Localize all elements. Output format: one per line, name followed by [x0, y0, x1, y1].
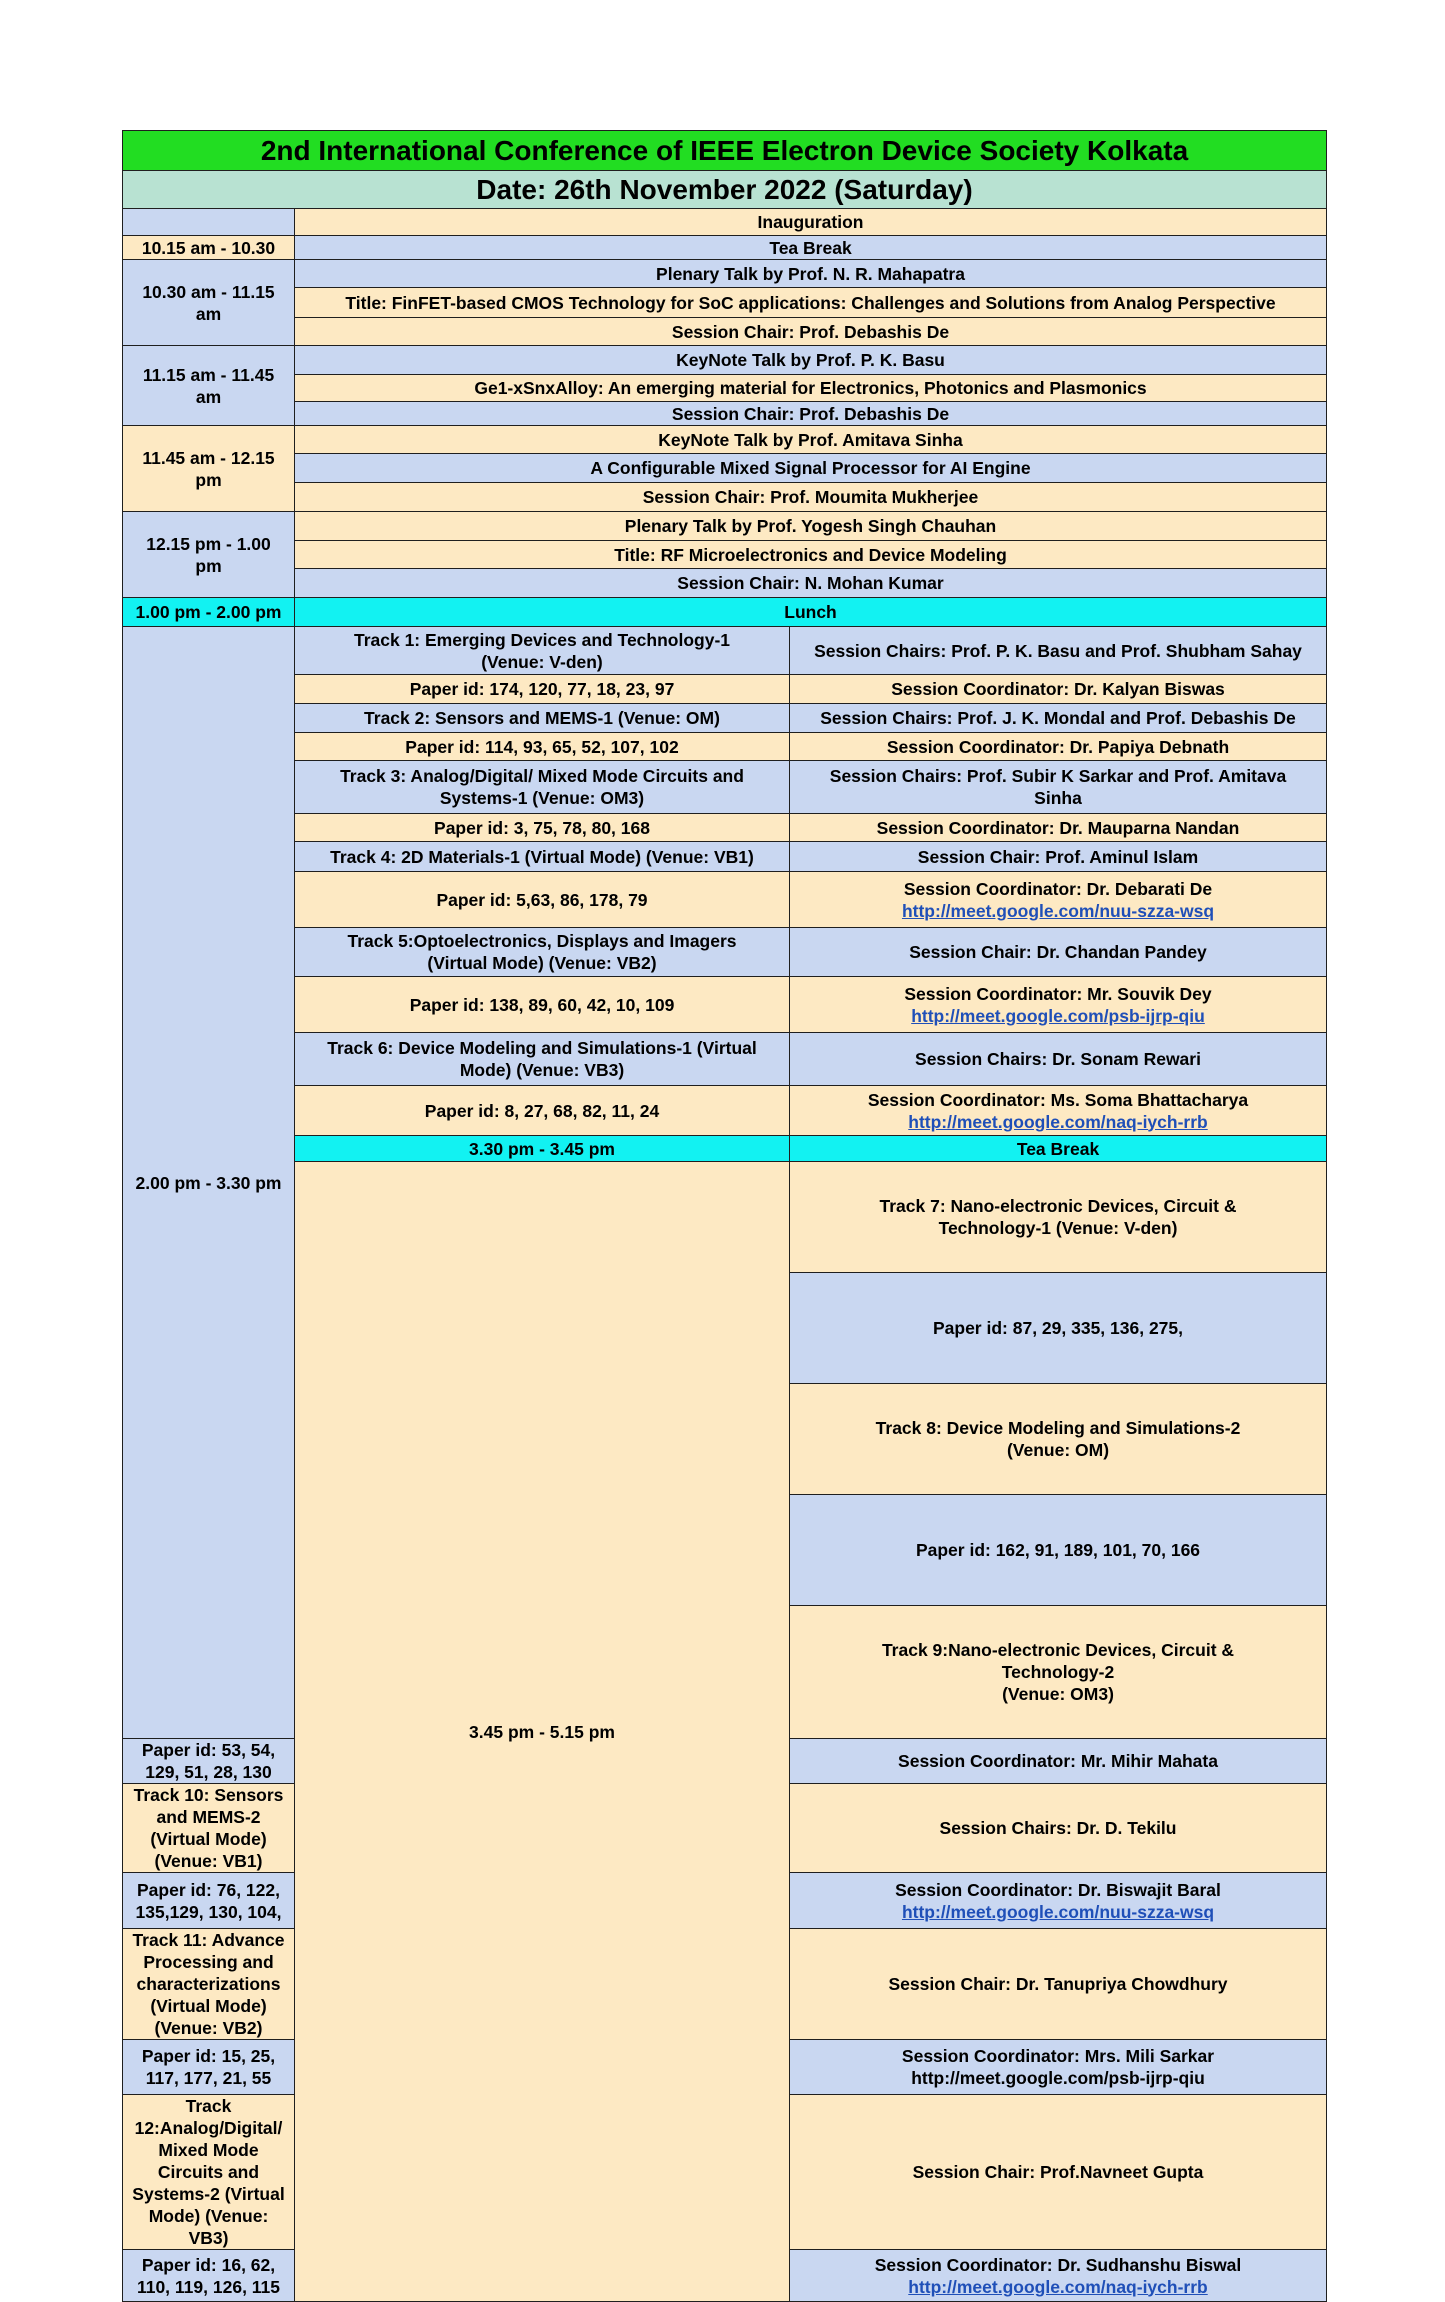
paper-ids: Paper id: 114, 93, 65, 52, 107, 102: [295, 733, 790, 761]
plenary2-title-row: [123, 541, 1327, 569]
session-coordinator-cell: [790, 872, 1327, 928]
time-cell: 10.30 am - 11.15 am: [123, 260, 295, 346]
session-chair: Session Chair: Dr. Chandan Pandey: [790, 928, 1327, 977]
session-coordinator: Session Coordinator: Dr. Papiya Debnath: [790, 733, 1327, 761]
track-name: Track 8: Device Modeling and Simulations-2 (Venue: OM): [790, 1384, 1327, 1495]
meeting-link[interactable]: http://meet.google.com/psb-ijrp-qiu: [911, 1005, 1205, 1026]
session-coordinator: Session Coordinator: Dr. Sudhanshu Biswal: [874, 2254, 1242, 2275]
track-name: Track 12:Analog/Digital/ Mixed Mode Circuits and Systems-2 (Virtual Mode) (Venue: VB3): [123, 2095, 295, 2250]
table-row: [123, 842, 1327, 872]
paper-ids: Paper id: 3, 75, 78, 80, 168: [295, 814, 790, 842]
title-row: [123, 131, 1327, 171]
track-name: Track 9:Nano-electronic Devices, Circuit & Technology-2 (Venue: OM3): [790, 1606, 1327, 1739]
session-coordinator-cell: [790, 977, 1327, 1033]
keynote1-title-row: [123, 375, 1327, 402]
plenary2-chair-row: [123, 569, 1327, 598]
plenary1-chair: Session Chair: Prof. Debashis De: [295, 318, 1327, 346]
time-cell: 1.00 pm - 2.00 pm: [123, 598, 295, 627]
conference-date: Date: 26th November 2022 (Saturday): [123, 171, 1327, 209]
session-coordinator: Session Coordinator: Dr. Mauparna Nandan: [790, 814, 1327, 842]
keynote1-chair-row: [123, 402, 1327, 426]
table-row: [123, 977, 1327, 1033]
table-row: [123, 675, 1327, 704]
plenary1-title: Title: FinFET-based CMOS Technology for SoC applications: Challenges and Solutions from Analog Perspective: [295, 288, 1327, 318]
plenary1-talk: Plenary Talk by Prof. N. R. Mahapatra: [295, 260, 1327, 288]
paper-ids: Paper id: 5,63, 86, 178, 79: [295, 872, 790, 928]
track-name: Track 1: Emerging Devices and Technology-1 (Venue: V-den): [295, 627, 790, 675]
session-coordinator: Session Coordinator: Dr. Debarati De: [903, 878, 1213, 899]
session-coordinator: Session Coordinator: Dr. Kalyan Biswas: [790, 675, 1327, 704]
keynote1-chair: Session Chair: Prof. Debashis De: [295, 402, 1327, 426]
time-cell: 2.00 pm - 3.30 pm: [123, 627, 295, 1739]
session-chair: Session Chairs: Dr. D. Tekilu: [790, 1784, 1327, 1873]
session-coordinator-cell: [790, 1086, 1327, 1136]
meeting-link-text: http://meet.google.com/psb-ijrp-qiu: [911, 2068, 1205, 2088]
keynote2-talk-row: [123, 426, 1327, 454]
plenary1-chair-row: [123, 318, 1327, 346]
paper-ids: Paper id: 87, 29, 335, 136, 275,: [790, 1273, 1327, 1384]
table-row: [123, 733, 1327, 761]
session-coordinator-cell: [790, 1873, 1327, 1929]
keynote2-title: A Configurable Mixed Signal Processor for AI Engine: [295, 454, 1327, 483]
table-row: [123, 1086, 1327, 1136]
session-coordinator: Session Coordinator: Mrs. Mili Sarkar: [901, 2046, 1215, 2066]
session-chair: Session Chairs: Dr. Sonam Rewari: [790, 1033, 1327, 1086]
lunch-row: [123, 598, 1327, 627]
keynote2-chair-row: [123, 483, 1327, 512]
time-cell: 3.45 pm - 5.15 pm: [295, 1162, 790, 2302]
plenary1-title-row: [123, 288, 1327, 318]
time-cell: 11.15 am - 11.45 am: [123, 346, 295, 426]
plenary2-talk: Plenary Talk by Prof. Yogesh Singh Chauhan: [295, 512, 1327, 541]
paper-ids: Paper id: 174, 120, 77, 18, 23, 97: [295, 675, 790, 704]
meeting-link[interactable]: http://meet.google.com/naq-iych-rrb: [908, 1111, 1208, 1132]
session-chair: Session Chair: Prof. Aminul Islam: [790, 842, 1327, 872]
track-name: Track 6: Device Modeling and Simulations-1 (Virtual Mode) (Venue: VB3): [295, 1033, 790, 1086]
inauguration-label: Inauguration: [295, 209, 1327, 236]
tea-break-label: Tea Break: [295, 236, 1327, 260]
table-row: [123, 761, 1327, 814]
plenary2-chair: Session Chair: N. Mohan Kumar: [295, 569, 1327, 598]
meeting-link[interactable]: http://meet.google.com/nuu-szza-wsq: [901, 1901, 1215, 1922]
session-chair: Session Chairs: Prof. P. K. Basu and Prof. Shubham Sahay: [790, 627, 1327, 675]
track-name: Track 11: Advance Processing and characterizations (Virtual Mode) (Venue: VB2): [123, 1929, 295, 2040]
paper-ids: Paper id: 162, 91, 189, 101, 70, 166: [790, 1495, 1327, 1606]
session-chair: Session Chairs: Prof. Subir K Sarkar and Prof. Amitava Sinha: [790, 761, 1327, 814]
keynote2-title-row: [123, 454, 1327, 483]
tea-break-label: Tea Break: [790, 1136, 1327, 1162]
date-row: [123, 171, 1327, 209]
track-name: Track 10: Sensors and MEMS-2 (Virtual Mode) (Venue: VB1): [123, 1784, 295, 1873]
time-cell: 12.15 pm - 1.00 pm: [123, 512, 295, 598]
inauguration-row: [123, 209, 1327, 236]
paper-ids: Paper id: 16, 62, 110, 119, 126, 115: [123, 2250, 295, 2302]
table-row: [123, 814, 1327, 842]
paper-ids: Paper id: 53, 54, 129, 51, 28, 130: [123, 1739, 295, 1784]
time-cell: 3.30 pm - 3.45 pm: [295, 1136, 790, 1162]
session-coordinator-cell: [790, 2250, 1327, 2302]
keynote1-talk: KeyNote Talk by Prof. P. K. Basu: [295, 346, 1327, 375]
session-chair: Session Chair: Prof.Navneet Gupta: [790, 2095, 1327, 2250]
track-name: Track 7: Nano-electronic Devices, Circuit & Technology-1 (Venue: V-den): [790, 1162, 1327, 1273]
session-chair: Session Chairs: Prof. J. K. Mondal and Prof. Debashis De: [790, 704, 1327, 733]
schedule-table: [122, 130, 1327, 2302]
time-cell: 10.15 am - 10.30: [123, 236, 295, 260]
session-coordinator: Session Coordinator: Dr. Biswajit Baral: [895, 1879, 1221, 1900]
table-row: [123, 1033, 1327, 1086]
session-coordinator: Session Coordinator: Mr. Souvik Dey: [904, 983, 1212, 1004]
table-row: [123, 872, 1327, 928]
paper-ids: Paper id: 15, 25, 117, 177, 21, 55: [123, 2040, 295, 2095]
meeting-link[interactable]: http://meet.google.com/naq-iych-rrb: [908, 2276, 1208, 2297]
track-name: Track 4: 2D Materials-1 (Virtual Mode) (Venue: VB1): [295, 842, 790, 872]
tea-break-row: [123, 1136, 1327, 1162]
table-row: [123, 704, 1327, 733]
keynote2-talk: KeyNote Talk by Prof. Amitava Sinha: [295, 426, 1327, 454]
table-row: [123, 928, 1327, 977]
lunch-label: Lunch: [295, 598, 1327, 627]
paper-ids: Paper id: 138, 89, 60, 42, 10, 109: [295, 977, 790, 1033]
time-cell: 11.45 am - 12.15 pm: [123, 426, 295, 512]
session-coordinator: Session Coordinator: Ms. Soma Bhattacharya: [867, 1089, 1249, 1110]
plenary2-title: Title: RF Microelectronics and Device Modeling: [295, 541, 1327, 569]
paper-ids: Paper id: 8, 27, 68, 82, 11, 24: [295, 1086, 790, 1136]
paper-ids: Paper id: 76, 122, 135,129, 130, 104,: [123, 1873, 295, 1929]
conference-title: 2nd International Conference of IEEE Electron Device Society Kolkata: [123, 131, 1327, 171]
meeting-link[interactable]: http://meet.google.com/nuu-szza-wsq: [901, 900, 1215, 921]
track-name: Track 2: Sensors and MEMS-1 (Venue: OM): [295, 704, 790, 733]
session-chair: Session Chair: Dr. Tanupriya Chowdhury: [790, 1929, 1327, 2040]
keynote1-talk-row: [123, 346, 1327, 375]
plenary1-talk-row: [123, 260, 1327, 288]
track-name: Track 3: Analog/Digital/ Mixed Mode Circuits and Systems-1 (Venue: OM3): [295, 761, 790, 814]
keynote2-chair: Session Chair: Prof. Moumita Mukherjee: [295, 483, 1327, 512]
tea-break-row: [123, 236, 1327, 260]
table-row: [123, 627, 1327, 675]
plenary2-talk-row: [123, 512, 1327, 541]
time-cell-empty: [123, 209, 295, 236]
session-coordinator: Session Coordinator: Mr. Mihir Mahata: [790, 1739, 1327, 1784]
table-row: [123, 1162, 1327, 1273]
keynote1-title: Ge1-xSnxAlloy: An emerging material for Electronics, Photonics and Plasmonics: [295, 375, 1327, 402]
track-name: Track 5:Optoelectronics, Displays and Imagers (Virtual Mode) (Venue: VB2): [295, 928, 790, 977]
